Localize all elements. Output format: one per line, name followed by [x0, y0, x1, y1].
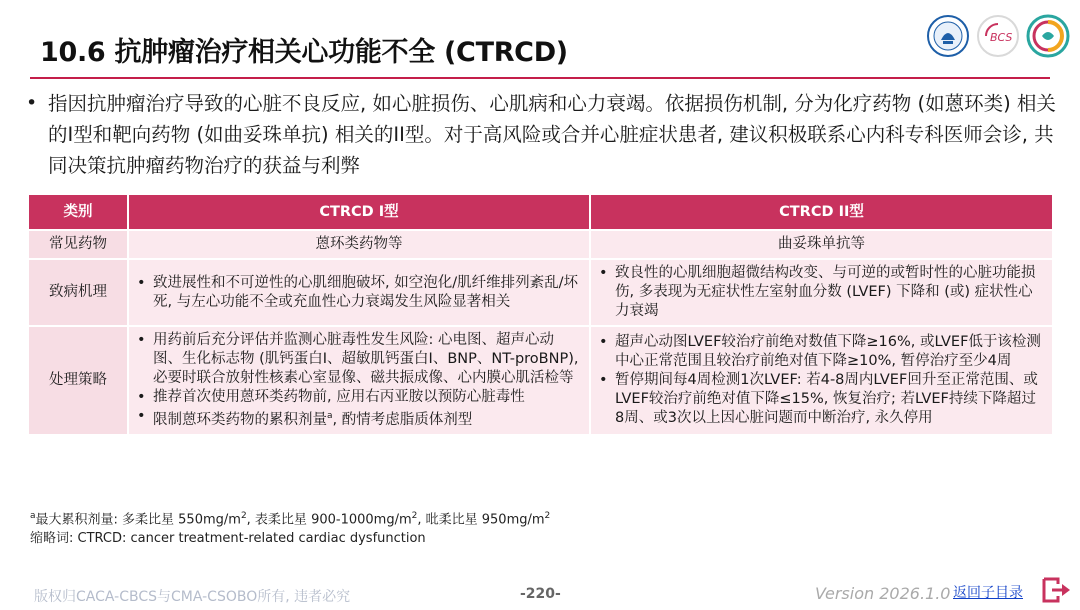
bullet-marker: • [26, 92, 38, 114]
list-item: • 暂停期间每4周检测1次LVEF: 若4-8周内LVEF回升至正常范围、或LVEF较治疗前绝对值下降≤15%, 恢复治疗; 若LVEF持续下降超过8周、或3次以上因心脏问题而中断治疗, 永久停用 [599, 371, 1038, 426]
list-item: • 限制蒽环类药物的累积剂量$^a$, 酌情考虑脂质体剂型 [137, 408, 473, 428]
intro-text: 指因抗肿瘤治疗导致的心脏不良反应, 如心脏损伤、心肌病和心力衰竭。依据损伤机制, 分为化疗药物 (如蒽环类) 相关的I型和靶向药物 (如曲妥珠单抗) 相关的II型。对于高风险或合并心脏症状患者, 建议积极联系心内科专科医师会诊, 共同决策抗肿瘤药物治疗的获益与利弊 [48, 92, 1056, 177]
header-ctrcd-type1: CTRCD I型 [129, 195, 589, 229]
copyright-text: 版权归CACA-CBCS与CMA-CSOBO所有, 违者必究 [34, 589, 351, 605]
type1-mechanism [129, 260, 589, 325]
table-row [29, 231, 1052, 258]
row-label-strategy: 处理策略 [29, 327, 127, 434]
svg-text:BCS: BCS [990, 31, 1013, 44]
back-to-subdirectory-link[interactable]: 返回子目录 [953, 585, 1023, 601]
row-label-drugs: 常见药物 [29, 231, 127, 258]
version-label: Version 2026.1.0 [815, 584, 951, 603]
row-label-mechanism: 致病机理 [29, 260, 127, 325]
header-category: 类别 [29, 195, 127, 229]
caca-logo-icon [926, 14, 970, 58]
list-item: • 推荐首次使用蒽环类药物前, 应用右丙亚胺以预防心脏毒性 [137, 389, 525, 405]
type1-drugs: 蒽环类药物等 [129, 231, 589, 258]
table-header-row [29, 195, 1052, 229]
bcs-logo-icon [976, 14, 1020, 58]
page-number: -220- [520, 586, 561, 602]
list-item: • 致良性的心肌细胞超微结构改变、与可逆的或暂时性的心脏功能损伤, 多表现为无症状性左室射血分数 (LVEF) 下降和 (或) 症状性心力衰竭 [599, 265, 1036, 319]
ctrcd-comparison-table [27, 193, 1054, 436]
page-title: 10.6 抗肿瘤治疗相关心功能不全 (CTRCD) [40, 37, 568, 68]
logo-group [926, 14, 1070, 58]
type1-strategy [129, 327, 589, 434]
footnote-dosage: $^a$最大累积剂量: 多柔比星 $550mg/m^2$, 表柔比星 $900-1000mg/m^2$, 吡柔比星 $950mg/m^2$ [30, 511, 551, 528]
header-ctrcd-type2: CTRCD II型 [591, 195, 1052, 229]
title-divider [30, 77, 1050, 79]
footnotes [30, 507, 550, 548]
type2-strategy [591, 327, 1052, 434]
list-item: • 用药前后充分评估并监测心脏毒性发生风险: 心电图、超声心动图、生化标志物 (肌钙蛋白I、超敏肌钙蛋白I、BNP、NT-proBNP), 必要时联合放射性核素心室显像、磁共振成像、心内膜心肌活检等 [137, 332, 579, 386]
table-row [29, 260, 1052, 325]
list-item: • 超声心动图LVEF较治疗前绝对数值下降≥16%, 或LVEF低于该检测中心正常范围且较治疗前绝对值下降≥10%, 暂停治疗至少4周 [599, 333, 1041, 369]
list-item: • 致进展性和不可逆性的心肌细胞破坏, 如空泡化/肌纤维排列紊乱/坏死, 与左心功能不全或充血性心力衰竭发生风险显著相关 [137, 274, 578, 310]
type2-drugs: 曲妥珠单抗等 [591, 231, 1052, 258]
csobo-logo-icon [1026, 14, 1070, 58]
intro-paragraph [26, 88, 1056, 181]
table-row [29, 327, 1052, 434]
return-arrow-icon[interactable] [1040, 575, 1074, 605]
type2-mechanism [591, 260, 1052, 325]
footnote-abbreviation: 缩略词: CTRCD: cancer treatment-related cardiac dysfunction [30, 531, 426, 547]
